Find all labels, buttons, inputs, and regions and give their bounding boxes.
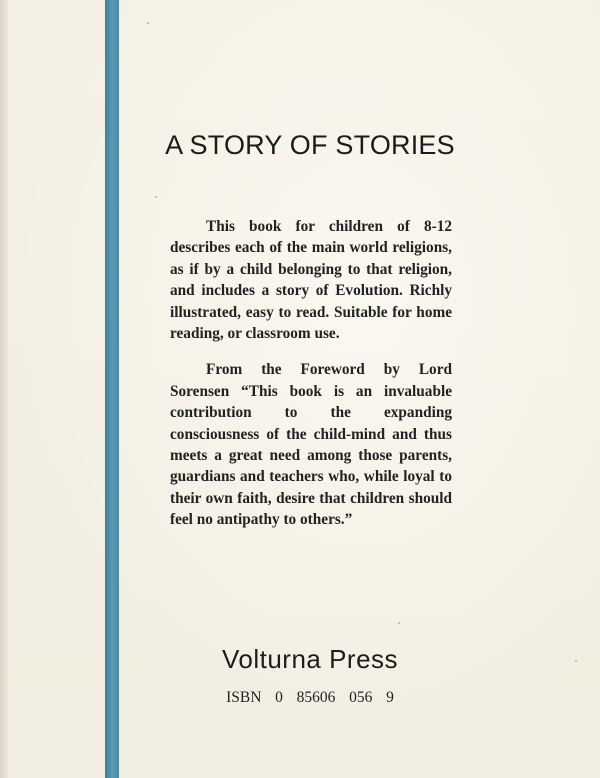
book-title: A STORY OF STORIES (165, 130, 455, 160)
blurb-text (170, 216, 452, 531)
isbn-number: ISBN 0 85606 056 9 (226, 689, 394, 706)
publisher-name: Volturna Press (221, 644, 399, 674)
paper-speck (147, 22, 149, 24)
blurb-paragraph-foreword: From the Foreword by Lord Sorensen “This book is an invaluable contribution to the expanding consciousness of the child-mind and thus meets a great need among those parents, guardians and teachers who, while loyal to their own faith, desire that children should feel no antipathy to others.” (170, 361, 452, 529)
page-edge-shadow (0, 0, 8, 778)
paper-speck (398, 622, 400, 624)
paper-speck (155, 196, 157, 198)
blurb-paragraph-description: This book for children of 8-12 describes each of the main world religions, as if by a child belonging to that religion, and includes a story of Evolution. Richly illustrated, easy to read. Suitable for home reading, or classroom use. (170, 218, 452, 343)
paper-speck (575, 660, 577, 662)
blue-spine-stripe (105, 0, 119, 778)
